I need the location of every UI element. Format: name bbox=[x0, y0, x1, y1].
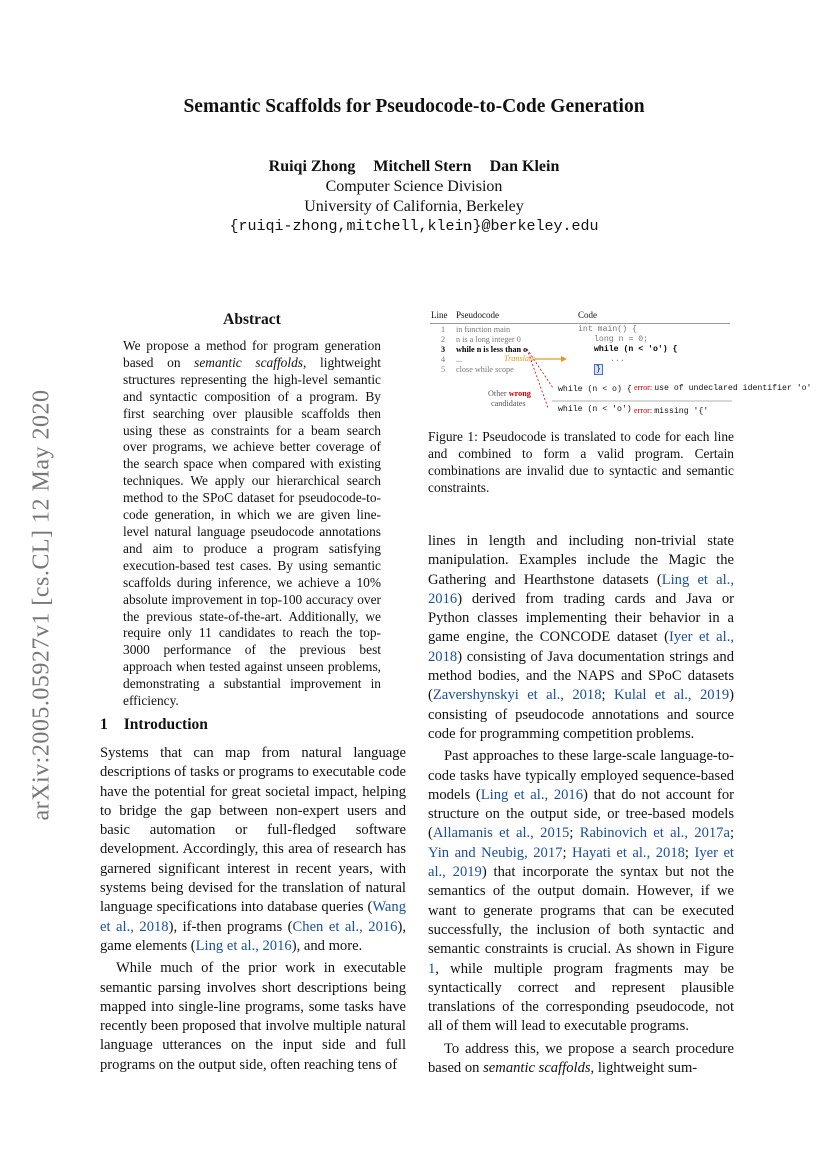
paragraph: While much of the prior work in executable semantic parsing involves short descriptions being mapped into single-line programs, some tasks have recently been proposed that involve multiple natural language utterances on the input side and full programs on the output side, often reaching tens of bbox=[100, 960, 406, 1073]
citation-link[interactable]: Hayati et al., 2018 bbox=[571, 844, 685, 861]
code-line: int main() { bbox=[578, 325, 637, 334]
section-heading: 1 Introduction bbox=[100, 716, 208, 733]
paragraph: To address this, we propose a search procedure based on semantic scaffolds, lightweight sum- bbox=[428, 1040, 734, 1077]
intro-left-column bbox=[100, 744, 406, 1075]
translate-arrow-head bbox=[561, 356, 567, 362]
wrong-candidate-arrow bbox=[527, 349, 553, 388]
citation-link[interactable]: Kulal et al., 2019 bbox=[613, 687, 730, 704]
citation-link[interactable]: Allamanis et al., 2015 bbox=[432, 825, 570, 842]
author-name: Dan Klein bbox=[489, 158, 560, 175]
line-number: 4 bbox=[441, 355, 446, 364]
column-header-pseudocode: Pseudocode bbox=[456, 310, 499, 320]
author-name: Mitchell Stern bbox=[373, 158, 472, 175]
citation-link[interactable]: Iyer et al., 2018 bbox=[428, 629, 735, 665]
emphasis: semantic scaffolds bbox=[194, 354, 304, 370]
pseudocode-line: ... bbox=[456, 355, 463, 364]
citation-link[interactable]: Ling et al., 2016 bbox=[428, 571, 734, 607]
code-line: ... bbox=[610, 355, 625, 364]
candidates-label: candidates bbox=[491, 399, 526, 408]
citation-link[interactable]: Chen et al., 2016 bbox=[292, 918, 398, 935]
arxiv-sidebar bbox=[22, 350, 62, 860]
citation-link[interactable]: Iyer et al., 2019 bbox=[428, 844, 734, 881]
column-header-code: Code bbox=[578, 310, 597, 320]
line-number: 3 bbox=[441, 345, 446, 354]
wrong-candidate-arrow bbox=[527, 349, 548, 408]
code-line: while (n < 'o') { bbox=[594, 345, 678, 354]
line-number: 1 bbox=[441, 325, 446, 334]
error-message: error: missing '{' bbox=[634, 406, 709, 416]
pseudocode-line: n is a long integer 0 bbox=[456, 335, 521, 344]
wrong-candidate-code: while (n < o) { bbox=[558, 385, 632, 394]
citation-link[interactable]: Wang et al., 2018 bbox=[100, 899, 406, 935]
paper-title: Semantic Scaffolds for Pseudocode-to-Code Generation bbox=[183, 96, 645, 117]
line-number: 2 bbox=[441, 335, 446, 344]
citation-link[interactable]: Zavershynskyi et al., 2018 bbox=[432, 687, 602, 704]
author-list bbox=[0, 158, 828, 176]
paragraph: lines in length and including non-trivial state manipulation. Examples include the Magic the Gathering and Hearthstone datasets (Ling et al., 2016) derived from trading cards and Java or Python classes implementing their behavior in a game engine, the CONCODE dataset (Iyer et al., 2018) consisting of Java documentation strings and method bodies, and the NAPS and SPoC datasets (Zavershynskyi et al., 2018; Kulal et al., 2019) consisting of pseudocode annotations and source code for programming competition problems. bbox=[428, 533, 735, 742]
abstract-body: We propose a method for program generation based on semantic scaffolds, lightweight structures representing the high-level semantic and syntactic composition of a program. By first searching over plausible scaffolds then using these as constraints for a beam search over programs, we achieve better coverage of the search space when compared with existing techniques. We apply our hierarchical search method to the SPoC dataset for pseudocode-to-code generation, in which we are given line-level natural language pseudocode annotations and aim to produce a program satisfying execution-based test cases. By using semantic scaffolds during inference, we achieve a 10% absolute improvement in top-100 accuracy over the previous state-of-the-art. Additionally, we require only 11 candidates to reach the top-3000 performance of the previous best approach when tested against unseen problems, demonstrating a substantial improvement in efficiency. bbox=[123, 338, 381, 709]
figure-caption: Figure 1: Pseudocode is translated to code for each line and combined to form a valid program. Certain combinations are invalid due to syntactic and semantic constraints. bbox=[428, 429, 734, 495]
figure-1 bbox=[428, 305, 812, 425]
intro-right-column bbox=[428, 532, 734, 1078]
other-wrong-label: Other wrong bbox=[488, 389, 531, 398]
citation-link[interactable]: Yin and Neubig, 2017 bbox=[428, 844, 563, 861]
code-line: } bbox=[596, 365, 601, 374]
column-header-line: Line bbox=[431, 310, 448, 320]
citation-link[interactable]: Ling et al., 2016 bbox=[480, 786, 584, 803]
translate-label: Translate bbox=[504, 354, 535, 363]
code-line: long n = 0; bbox=[594, 335, 649, 344]
author-email: {ruiqi-zhong,mitchell,klein}@berkeley.edu bbox=[229, 218, 599, 235]
affiliation-department: Computer Science Division bbox=[325, 178, 503, 195]
error-message: error: use of undeclared identifier 'o' bbox=[634, 383, 812, 393]
pseudocode-line: close while scope bbox=[456, 365, 514, 374]
pseudocode-line: in function main bbox=[456, 325, 511, 334]
affiliation-university: University of California, Berkeley bbox=[304, 198, 524, 215]
line-number: 5 bbox=[441, 365, 446, 374]
citation-link[interactable]: Rabinovich et al., 2017a bbox=[579, 825, 730, 842]
abstract-heading: Abstract bbox=[223, 311, 281, 328]
pseudocode-line: while n is less than o bbox=[456, 345, 528, 354]
citation-link[interactable]: Ling et al., 2016 bbox=[195, 937, 292, 954]
arxiv-identifier: arXiv:2005.05927v1 [cs.CL] 12 May 2020 bbox=[28, 389, 55, 821]
paragraph: Past approaches to these large-scale language-to-code tasks have typically employed sequence-based models (Ling et al., 2016) that do not account for structure on the output side, or tree-based models (Allamanis et al., 2015; Rabinovich et al., 2017a; Yin and Neubig, 2017; Hayati et al., 2018; Iyer et al., 2019) that incorporate the syntax but not the semantics of the output domain. However, if we want to generate programs that can be executed successfully, the inclusion of both syntactic and semantic constraints is crucial. As shown in Figure 1, while multiple program fragments may be syntactically correct and represent plausible translations of the corresponding pseudocode, not all of them will lead to executable programs. bbox=[428, 748, 735, 1035]
figure-reference-link[interactable]: 1 bbox=[428, 960, 436, 977]
emphasis: semantic scaffolds bbox=[483, 1060, 591, 1077]
wrong-candidate-code: while (n < 'o') bbox=[558, 405, 632, 414]
paragraph: Systems that can map from natural language descriptions of tasks or programs to executable code have the potential for great societal impact, helping to bridge the gap between non-expert users and basic automation or full-fledged software development. Accordingly, this area of research has garnered significant interest in recent years, with systems being devised for the translation of natural language specifications into database queries (Wang et al., 2018), if-then programs (Chen et al., 2016), game elements (Ling et al., 2016), and more. bbox=[100, 745, 406, 954]
author-name: Ruiqi Zhong bbox=[268, 158, 356, 175]
